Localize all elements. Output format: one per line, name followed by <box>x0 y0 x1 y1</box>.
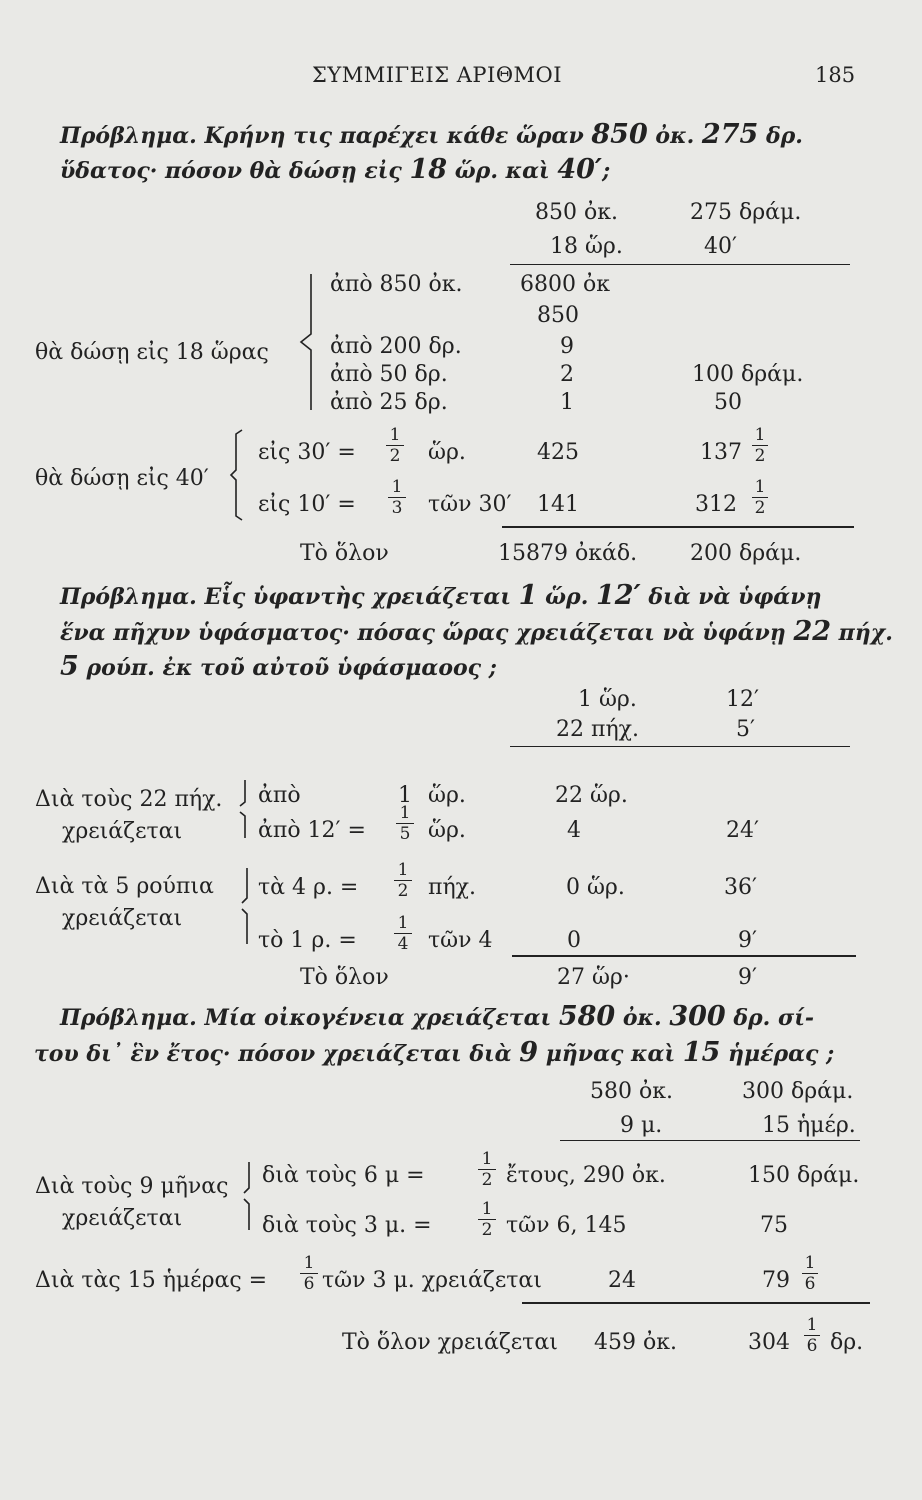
p1-total-v1: 15879 ὀκάδ. <box>498 541 638 566</box>
p1-g2-post-0: ὥρ. <box>428 440 466 465</box>
p2-head-c2r2: 5′ <box>736 717 755 742</box>
problem3-statement-line1: Πρόβλημα. Μία οἰκογένεια χρειάζεται 580 ὀκ. 300 δρ. σί- <box>60 1001 814 1032</box>
p2-total-v2: 9′ <box>738 965 757 990</box>
p3-days-frac: 1 6 <box>300 1254 318 1293</box>
p2-total-rule <box>512 955 856 957</box>
p2-g1-v1-1: 4 <box>567 818 581 843</box>
page-title: ΣΥΜΜΙΓΕΙΣ ΑΡΙΘΜΟΙ <box>312 63 563 87</box>
p2-g2-pre-0: τὰ 4 ρ. = <box>258 875 359 900</box>
p3-days-v2-int: 79 <box>762 1268 790 1293</box>
problem1-statement-line1: Πρόβλημα. Κρήνη τις παρέχει κάθε ὥραν 850 ὀκ. 275 δρ. <box>60 119 803 150</box>
p2-g2-brace <box>238 866 252 946</box>
p3-head-c2r1: 300 δράμ. <box>742 1079 854 1104</box>
p2-g2-pre-1: τὸ 1 ρ. = <box>258 928 357 953</box>
p3-g1-pre-1: διὰ τοὺς 3 μ. = <box>262 1213 432 1238</box>
p3-g1-frac-0: 1 2 <box>478 1150 496 1189</box>
p3-total-label: Τὸ ὅλον χρειάζεται <box>342 1330 558 1355</box>
p2-g1-frac-1: 1 5 <box>396 804 414 843</box>
p1-total-rule <box>502 526 854 528</box>
p1-total-v2: 200 δράμ. <box>690 541 802 566</box>
p1-g1-v2-4: 50 <box>714 390 742 415</box>
p2-g1-pre-1: ἀπὸ 12′ = <box>258 818 366 843</box>
p2-g2-post-1: τῶν 4 <box>428 928 493 953</box>
p3-g1-brace <box>240 1160 254 1232</box>
p1-g2-frac-1: 1 3 <box>388 478 406 517</box>
p1-g2-frac-0: 1 2 <box>386 426 404 465</box>
p1-head-c1r2: 18 ὥρ. <box>550 234 623 259</box>
p2-head-c1r1: 1 ὥρ. <box>578 687 637 712</box>
p2-g1-v2-1: 24′ <box>726 818 759 843</box>
problem3-statement-line2: του δι᾽ ἓν ἔτος· πόσον χρειάζεται διὰ 9 μῆνας καὶ 15 ἡμέρας ; <box>34 1037 835 1068</box>
p3-g1-post-0: ἔτους, 290 ὀκ. <box>506 1163 666 1188</box>
p1-g1-label-3: ἀπὸ 50 δρ. <box>330 362 448 387</box>
p3-total-v2-int: 304 <box>748 1330 790 1355</box>
p1-g2-v2-int-1: 312 <box>695 492 737 517</box>
p1-g1-label-4: ἀπὸ 25 δρ. <box>330 390 448 415</box>
p2-head-rule <box>510 746 850 747</box>
p2-g2-post-0: πήχ. <box>428 875 476 900</box>
p2-g1-label1: Διὰ τοὺς 22 πήχ. <box>35 787 223 812</box>
p1-g2-v2-frac-1: 1 2 <box>752 478 768 517</box>
p3-g1-frac-1: 1 2 <box>478 1200 496 1239</box>
p1-g1-v1-2: 9 <box>560 334 574 359</box>
problem2-statement-line2: ἕνα πῆχυν ὑφάσματος· πόσας ὥρας χρειάζεται νὰ ὑφάνῃ 22 πήχ. <box>60 616 893 647</box>
p1-g1-label-0: ἀπὸ 850 ὀκ. <box>330 272 463 297</box>
p1-g2-v2-int-0: 137 <box>700 440 742 465</box>
p1-head-c1r1: 850 ὀκ. <box>535 200 618 225</box>
p1-g2-post-1: τῶν 30′ <box>428 492 512 517</box>
p3-total-v2-frac: 1 6 <box>804 1316 820 1355</box>
p1-head-rule <box>510 264 850 265</box>
p2-g2-frac-0: 1 2 <box>394 861 412 900</box>
p3-g1-label2: χρειάζεται <box>62 1206 183 1231</box>
p1-g2-pre-1: εἰς 10′ = <box>258 492 356 517</box>
p2-g2-v1-1: 0 <box>567 928 581 953</box>
p2-g1-brace <box>236 778 250 840</box>
p2-head-c1r2: 22 πήχ. <box>556 717 639 742</box>
p1-g1-label-2: ἀπὸ 200 δρ. <box>330 334 462 359</box>
p3-head-c1r1: 580 ὀκ. <box>590 1079 673 1104</box>
p2-g1-mid-0: 1 <box>398 783 412 808</box>
p3-g1-post-1: τῶν 6, 145 <box>506 1213 627 1238</box>
p3-g1-v2-1: 75 <box>760 1213 788 1238</box>
problem2-statement-line1: Πρόβλημα. Εἷς ὑφαντὴς χρειάζεται 1 ὥρ. 12′ διὰ νὰ ὑφάνῃ <box>60 580 822 611</box>
p2-g2-v2-1: 9′ <box>738 928 757 953</box>
p2-g2-frac-1: 1 4 <box>394 914 412 953</box>
p3-head-rule <box>560 1140 860 1141</box>
p1-g1-v2-3: 100 δράμ. <box>692 362 804 387</box>
p1-g1-v1-3: 2 <box>560 362 574 387</box>
problem1-statement-line2: ὕδατος· πόσον θὰ δώσῃ εἰς 18 ὥρ. καὶ 40′; <box>60 154 611 185</box>
p1-group2-label: θὰ δώσῃ εἰς 40′ <box>35 466 209 491</box>
p2-g1-post-0: ὥρ. <box>428 783 466 808</box>
p2-g2-label2: χρειάζεται <box>62 906 183 931</box>
p1-g1-v1-0: 6800 ὀκ <box>520 272 610 297</box>
p2-g1-post-1: ὥρ. <box>428 818 466 843</box>
p1-g2-pre-0: εἰς 30′ = <box>258 440 356 465</box>
p1-g2-v1-0: 425 <box>537 440 579 465</box>
p3-head-c1r2: 9 μ. <box>620 1113 663 1138</box>
p1-group2-brace <box>228 428 248 522</box>
p3-g1-pre-0: διὰ τοὺς 6 μ = <box>262 1163 425 1188</box>
p2-head-c2r1: 12′ <box>726 687 759 712</box>
p3-g1-v2-0: 150 δράμ. <box>748 1163 860 1188</box>
p3-head-c2r2: 15 ἡμέρ. <box>762 1113 856 1138</box>
p2-g1-v1-0: 22 ὥρ. <box>555 783 628 808</box>
p1-head-c2r2: 40′ <box>704 234 737 259</box>
p2-g2-v2-0: 36′ <box>724 875 757 900</box>
problem2-statement-line3: 5 ρούπ. ἐκ τοῦ αὐτοῦ ὑφάσμαοος ; <box>60 651 497 682</box>
p2-g1-label2: χρειάζεται <box>62 819 183 844</box>
p1-g2-v2-frac-0: 1 2 <box>752 426 768 465</box>
p3-days-v1: 24 <box>608 1268 636 1293</box>
p1-g1-v1-4: 1 <box>560 390 574 415</box>
p3-total-rule <box>522 1302 870 1304</box>
p1-group1-label: θὰ δώσῃ εἰς 18 ὥρας <box>35 340 269 365</box>
p3-total-v2-post: δρ. <box>830 1330 864 1355</box>
p2-total-label: Τὸ ὅλον <box>300 965 389 990</box>
p3-g1-label1: Διὰ τοὺς 9 μῆνας <box>35 1174 229 1199</box>
p1-head-c2r1: 275 δράμ. <box>690 200 802 225</box>
p1-total-label: Τὸ ὅλον <box>300 541 389 566</box>
p3-days-v2-frac: 1 6 <box>802 1254 818 1293</box>
p2-g1-pre-0: ἀπὸ <box>258 783 301 808</box>
p3-total-v1: 459 ὀκ. <box>594 1330 677 1355</box>
p2-g2-label1: Διὰ τὰ 5 ρούπια <box>35 874 214 899</box>
p1-g2-v1-1: 141 <box>537 492 579 517</box>
p3-days-pre: Διὰ τὰς 15 ἡμέρας = <box>35 1268 268 1293</box>
page-number: 185 <box>815 63 856 87</box>
p1-group1-brace <box>298 272 318 412</box>
p3-days-post: τῶν 3 μ. χρειάζεται <box>322 1268 542 1293</box>
p2-g2-v1-0: 0 ὥρ. <box>566 875 625 900</box>
p1-g1-v1-1: 850 <box>537 303 579 328</box>
p2-total-v1: 27 ὥρ· <box>557 965 630 990</box>
